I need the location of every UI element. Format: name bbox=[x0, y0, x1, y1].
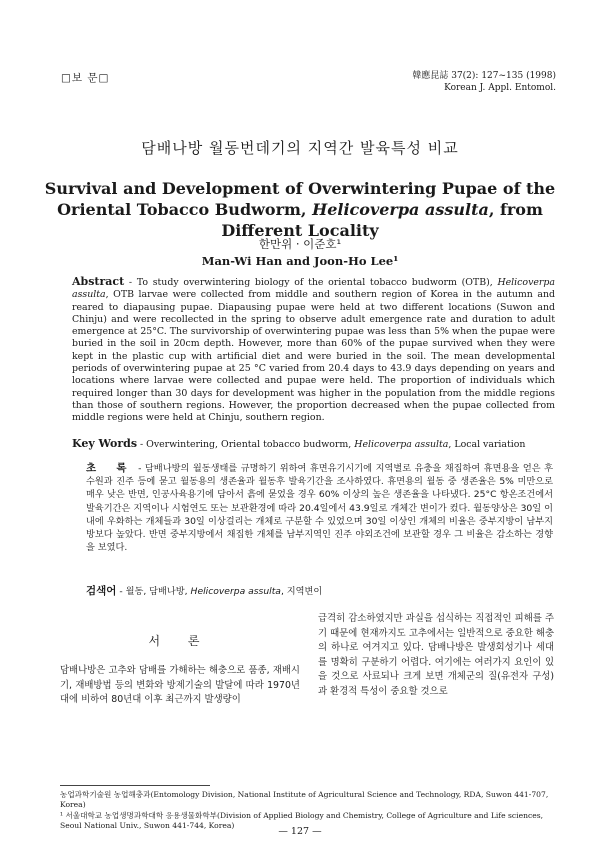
footnotes bbox=[60, 790, 558, 831]
title-english-part2: , from Different Locality bbox=[221, 200, 543, 240]
section-heading-introduction: 서 론 bbox=[148, 634, 212, 648]
keywords-korean-species: Helicoverpa assulta bbox=[190, 586, 281, 597]
body-column-left: 담배나방은 고추와 담배를 가해하는 해충으로 품종, 재배시기, 재배방법 등의 변화와 방제기술의 발달에 따라 1970년대에 비하여 80년대 이후 최근까지 발생량이 bbox=[60, 665, 300, 705]
page-number: — 127 — bbox=[278, 826, 322, 837]
footnote-divider bbox=[60, 785, 210, 786]
title-english-species: Helicoverpa assulta bbox=[312, 200, 489, 219]
keywords-korean-label: 검색어 bbox=[86, 585, 117, 597]
abstract-english bbox=[72, 276, 555, 425]
keywords-english bbox=[72, 438, 555, 451]
abstract-korean bbox=[86, 462, 553, 554]
keywords-text-1: - Overwintering, Oriental tobacco budworm, bbox=[137, 439, 355, 450]
abstract-korean-label: 초 록 bbox=[86, 462, 135, 474]
body-column-right: 급격히 감소하였지만 과실을 섭식하는 직접적인 피해를 주기 때문에 현재까지도 고추에서는 일반적으로 중요한 해충의 하나로 여겨지고 있다. 담배나방은 발생회성기나 세대를 명확히 구분하기 어렵다. 여기에는 여러가지 요인이 있을 것으로 사료되나 크게 보면 개체군의 질(유전자 구성)과 환경적 특성이 중요할 것으로 bbox=[318, 613, 554, 697]
keywords-korean-text-1: - 월동, 담배나방, bbox=[116, 586, 191, 597]
footnote-affiliation-2: ¹ 서울대학교 농업생명과학대학 응용생물화학부(Division of Applied Biology and Chemistry, College of Agriculture and Life sciences, Seoul National Univ., Suwon 441-744, Korea) bbox=[60, 810, 544, 830]
keywords-korean bbox=[86, 585, 553, 598]
abstract-species: Helicoverpa assulta bbox=[72, 277, 555, 301]
title-korean: 담배나방 월동번데기의 지역간 발육특성 비교 bbox=[141, 139, 459, 157]
keywords-species: Helicoverpa assulta bbox=[354, 439, 449, 450]
journal-citation-ko: 韓應昆誌 37(2): 127~135 (1998) bbox=[412, 71, 556, 81]
abstract-label: Abstract bbox=[72, 275, 125, 288]
footnote-affiliation-1: 농업과학기술원 농업해충과(Entomology Division, National Institute of Agricultural Science and Technology, RDA, Suwon 441-707, Korea) bbox=[60, 790, 549, 810]
authors-english: Man-Wi Han and Joon-Ho Lee¹ bbox=[201, 254, 399, 268]
journal-citation-en: Korean J. Appl. Entomol. bbox=[444, 83, 556, 93]
title-english bbox=[40, 178, 560, 241]
abstract-korean-text: - 담배나방의 월동생태를 규명하기 위하여 휴면유기시기에 지역별로 유충을 채집하여 휴면용을 얻은 후 수원과 진주 등에 묻고 월동용의 생존율과 월동후 발육기간을 조사하였다. 휴면용의 월동 중 생존율은 5% 미만으로 매우 낮은 반면, 인공사육용기에 담아서 흙에 묻었을 경우 60% 이상의 높은 생존율을 나타냈다. 25°C 항온조건에서 발육기간은 지역이나 시험연도 또는 보관환경에 따라 20.4일에서 43.9일로 개체간 변이가 컸다. 월동양상은 30일 이내에 우화하는 개체들과 30일 이상걸리는 개체로 구분할 수 있었으며 30일 이상인 개체의 비율은 중부지방이 남부지방보다 높았다. 반면 중부지방에서 채집한 개체를 남부지역인 진주 야외조건에 보관할 경우 그 비율은 감소하는 경향을 보였다. bbox=[86, 463, 553, 554]
abstract-text-1: - To study overwintering biology of the oriental tobacco budworm (OTB), bbox=[124, 277, 498, 288]
title-english-part1: Survival and Development of Overwintering Pupae of the Oriental Tobacco Budworm, bbox=[44, 179, 556, 219]
keywords-korean-text-2: , 지역변이 bbox=[280, 586, 323, 597]
section-type-label: □보 문□ bbox=[61, 72, 110, 84]
authors-korean: 한만위 · 이준호¹ bbox=[258, 237, 342, 251]
keywords-label: Key Words bbox=[72, 437, 138, 450]
abstract-text-2: , OTB larvae were collected from middle and southern region of Korea in the autumn and reared to diapausing pupae. Diapausing pupae were held at two different locations (Suwon and Chinju) and were recollected in the spring to observe adult emergence rate and duration to adult emergence at 25°C. The survivorship of overwintering pupae was less than 5% when the pupae were buried in the soil in 20cm depth. However, more than 60% of the pupae survived when they were kept in the plastic cup with artificial diet and were buried in the soil. The mean developmental periods of overwintering pupae at 25 °C varied from 20.4 days to 43.9 days depending on years and locations where larvae were collected and pupae were held. The proportion of individuals which required longer than 30 days for development was higher in the population from the middle regions than those of southern regions. However, the proportion decreased when the pupae collected from middle regions were held at Chinju, southern region. bbox=[72, 289, 555, 424]
journal-citation bbox=[412, 70, 556, 94]
keywords-text-2: , Local variation bbox=[448, 439, 526, 450]
